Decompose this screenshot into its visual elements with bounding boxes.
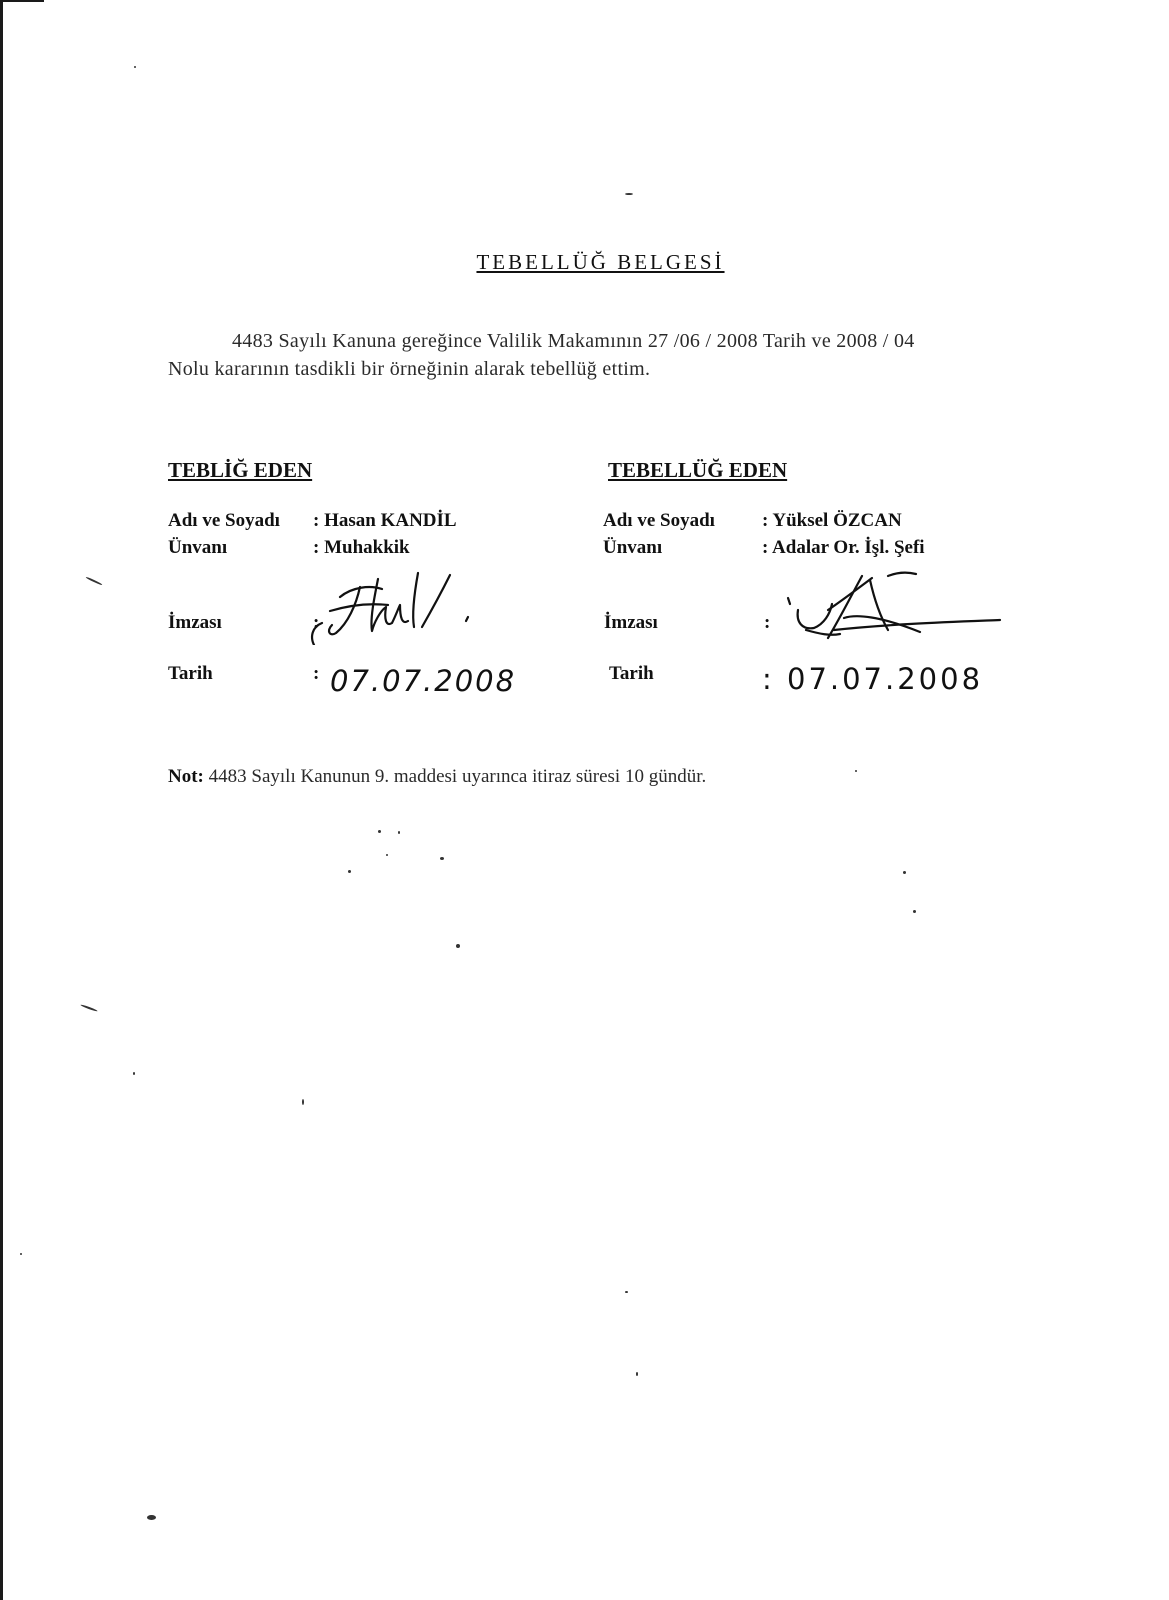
scan-speck [386, 854, 388, 856]
left-signature-image [300, 565, 520, 645]
right-title-label: Ünvanı [603, 537, 663, 558]
left-title-value: : Muhakkik [313, 537, 410, 558]
scan-speck [133, 1072, 135, 1075]
scan-speck [398, 831, 400, 834]
left-signature-colon: : [313, 612, 320, 633]
scan-speck [147, 1515, 156, 1520]
scan-speck [348, 870, 351, 873]
note-label: Not: [168, 766, 204, 787]
tebellug-eden-heading: TEBELLÜĞ EDEN [608, 458, 788, 482]
scan-speck [903, 871, 906, 874]
paragraph-line-2: Nolu kararının tasdikli bir örneğinin alarak tebellüğ ettim. [168, 358, 651, 380]
scan-edge-line [0, 0, 3, 1600]
scan-edge-tick [0, 0, 44, 2]
scan-speck [20, 1253, 22, 1255]
scan-speck [80, 1004, 98, 1012]
note-line [168, 766, 706, 788]
right-date-label: Tarih [609, 663, 654, 684]
scan-speck [625, 193, 633, 195]
paragraph-line-1: 4483 Sayılı Kanuna gereğince Valilik Makamının 27 /06 / 2008 Tarih ve 2008 / 04 [232, 330, 915, 352]
scan-speck [456, 944, 460, 948]
scan-speck [378, 830, 381, 833]
left-handwritten-date: 07.07.2008 [330, 664, 517, 698]
left-name-label: Adı ve Soyadı [168, 510, 280, 531]
right-signature-image [770, 568, 1010, 653]
scan-speck [855, 770, 857, 772]
left-date-label: Tarih [168, 663, 213, 684]
right-name-label: Adı ve Soyadı [603, 510, 715, 531]
left-title-label: Ünvanı [168, 537, 228, 558]
right-handwritten-date: : 07.07.2008 [762, 662, 984, 696]
scan-speck [302, 1099, 304, 1105]
scan-speck [625, 1291, 628, 1293]
left-name-value: : Hasan KANDİL [313, 510, 457, 531]
left-date-colon: : [313, 663, 320, 684]
scan-speck [440, 857, 444, 860]
document-title: TEBELLÜĞ BELGESİ [476, 250, 725, 274]
right-name-value: : Yüksel ÖZCAN [762, 510, 902, 531]
note-text: 4483 Sayılı Kanunun 9. maddesi uyarınca itiraz süresi 10 gündür. [208, 766, 707, 787]
scan-speck [134, 66, 136, 68]
tebligat-eden-heading: TEBLİĞ EDEN [168, 458, 313, 482]
right-title-value: : Adalar Or. İşl. Şefi [762, 537, 925, 558]
scan-speck [85, 576, 102, 585]
scan-speck [636, 1372, 638, 1376]
scan-speck [913, 910, 916, 913]
right-signature-label: İmzası [604, 612, 658, 633]
left-signature-label: İmzası [168, 612, 222, 633]
right-signature-colon: : [764, 612, 771, 633]
